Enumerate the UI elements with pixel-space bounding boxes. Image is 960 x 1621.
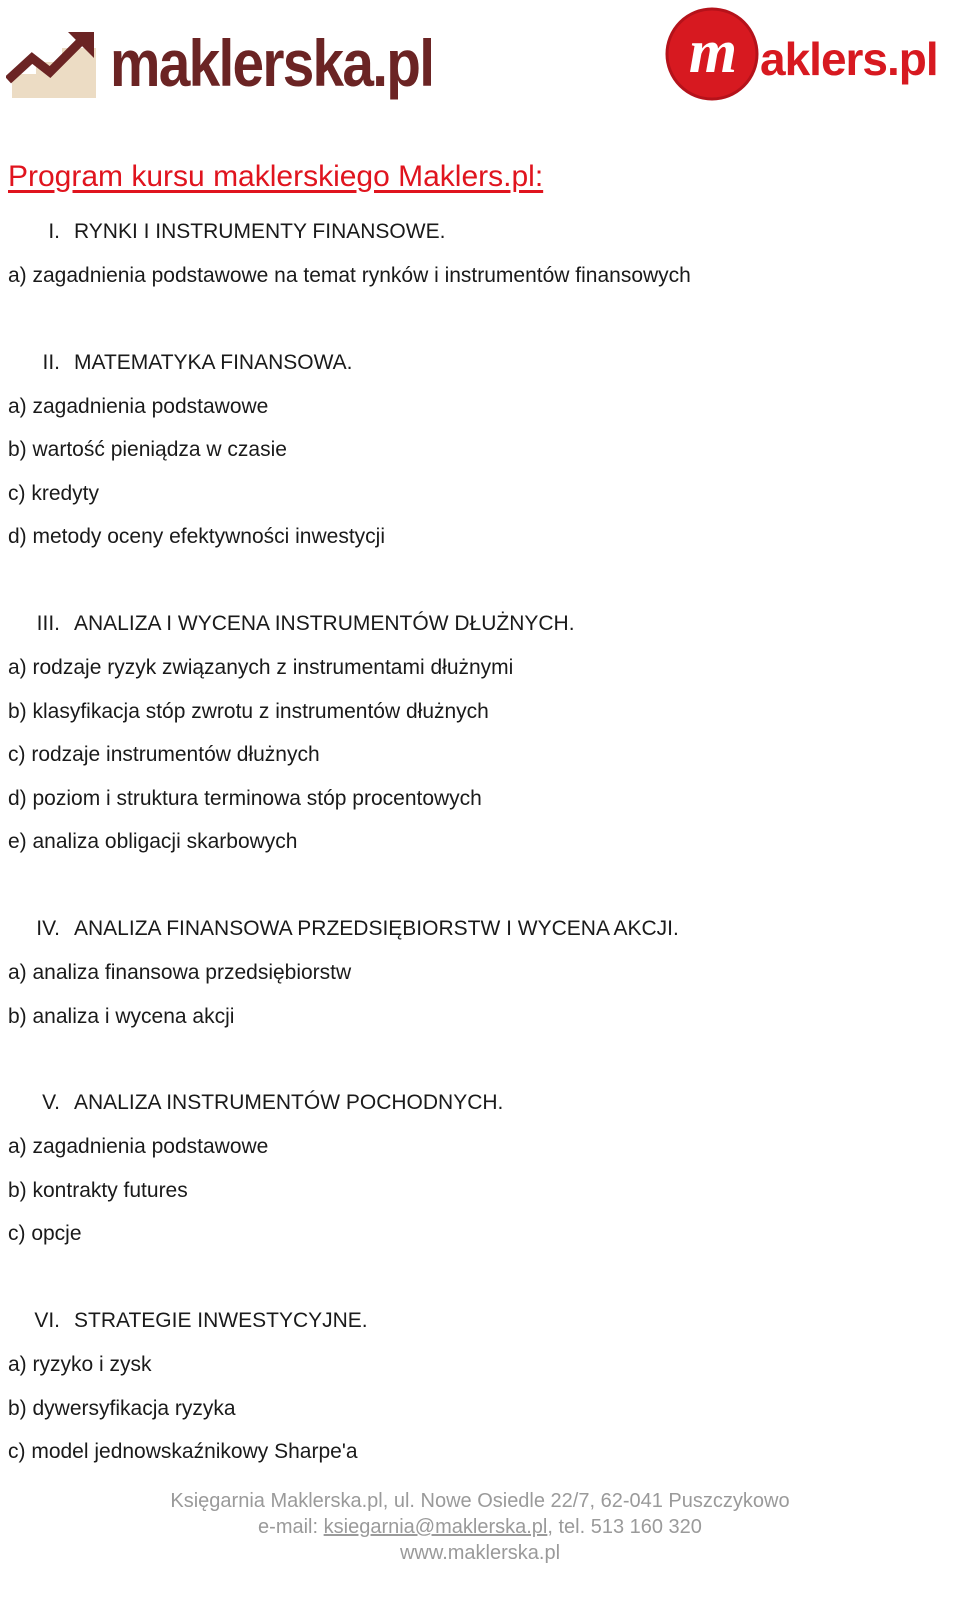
section-title: ANALIZA INSTRUMENTÓW POCHODNYCH. (74, 1091, 504, 1115)
badge-letter: m (688, 18, 738, 86)
footer-email-link[interactable]: ksiegarnia@maklerska.pl (323, 1516, 548, 1538)
program-section (8, 1081, 948, 1256)
footer-contact (0, 1514, 960, 1540)
footer-email-label: e-mail: (258, 1516, 324, 1538)
section-heading (8, 1081, 948, 1125)
section-item: c) opcje (8, 1222, 82, 1246)
program-section (8, 907, 948, 1038)
footer-website-link[interactable]: www.maklerska.pl (399, 1542, 561, 1564)
section-title: ANALIZA FINANSOWA PRZEDSIĘBIORSTW I WYCENA AKCJI. (74, 916, 679, 940)
section-item: c) kredyty (8, 481, 100, 505)
section-item: b) analiza i wycena akcji (8, 1004, 235, 1028)
section-item: a) zagadnienia podstawowe (8, 394, 269, 418)
section-heading (8, 602, 948, 646)
course-program (8, 210, 948, 1517)
page-header (0, 0, 960, 110)
program-section (8, 210, 948, 298)
program-section (8, 602, 948, 864)
section-number: IV. (36, 916, 60, 940)
page-footer (0, 1488, 960, 1566)
footer-address: Księgarnia Maklerska.pl, ul. Nowe Osiedle 22/7, 62-041 Puszczykowo (170, 1490, 790, 1512)
section-number: III. (36, 611, 60, 635)
maklerska-wordmark: maklerska.pl (110, 26, 434, 100)
footer-phone: , tel. 513 160 320 (547, 1516, 702, 1538)
maklers-logo[interactable] (664, 6, 954, 102)
maklers-wordmark: aklers.pl (760, 33, 938, 85)
maklerska-logo[interactable] (6, 28, 446, 100)
section-item: b) dywersyfikacja ryzyka (8, 1396, 236, 1420)
section-item: e) analiza obligacji skarbowych (8, 830, 298, 854)
program-section (8, 1299, 948, 1474)
rising-chart-icon (6, 28, 102, 100)
section-number: V. (42, 1091, 60, 1115)
section-heading (8, 341, 948, 385)
section-item: b) wartość pieniądza w czasie (8, 438, 287, 462)
section-heading (8, 210, 948, 254)
section-title: STRATEGIE INWESTYCYJNE. (74, 1308, 368, 1332)
section-item: a) rodzaje ryzyk związanych z instrumentami dłużnymi (8, 655, 514, 679)
maklers-m-badge-icon (664, 6, 760, 102)
section-item: b) klasyfikacja stóp zwrotu z instrumentów dłużnych (8, 699, 489, 723)
section-number: VI. (34, 1308, 60, 1332)
section-heading (8, 1299, 948, 1343)
section-item: c) model jednowskaźnikowy Sharpe'a (8, 1440, 358, 1464)
section-item: d) poziom i struktura terminowa stóp procentowych (8, 786, 482, 810)
section-title: RYNKI I INSTRUMENTY FINANSOWE. (74, 220, 446, 243)
section-title: ANALIZA I WYCENA INSTRUMENTÓW DŁUŻNYCH. (74, 611, 575, 635)
page-title: Program kursu maklerskiego Maklers.pl: (8, 160, 544, 193)
section-heading (8, 907, 948, 951)
section-item: c) rodzaje instrumentów dłużnych (8, 743, 320, 767)
section-number: II. (42, 350, 60, 374)
section-item: a) zagadnienia podstawowe na temat rynków i instrumentów finansowych (8, 264, 691, 287)
section-number: I. (48, 220, 60, 243)
section-title: MATEMATYKA FINANSOWA. (74, 350, 353, 374)
program-section (8, 341, 948, 559)
section-item: a) analiza finansowa przedsiębiorstw (8, 960, 352, 984)
section-item: d) metody oceny efektywności inwestycji (8, 525, 385, 549)
section-item: b) kontrakty futures (8, 1178, 188, 1202)
section-item: a) zagadnienia podstawowe (8, 1135, 269, 1159)
section-item: a) ryzyko i zysk (8, 1352, 152, 1376)
